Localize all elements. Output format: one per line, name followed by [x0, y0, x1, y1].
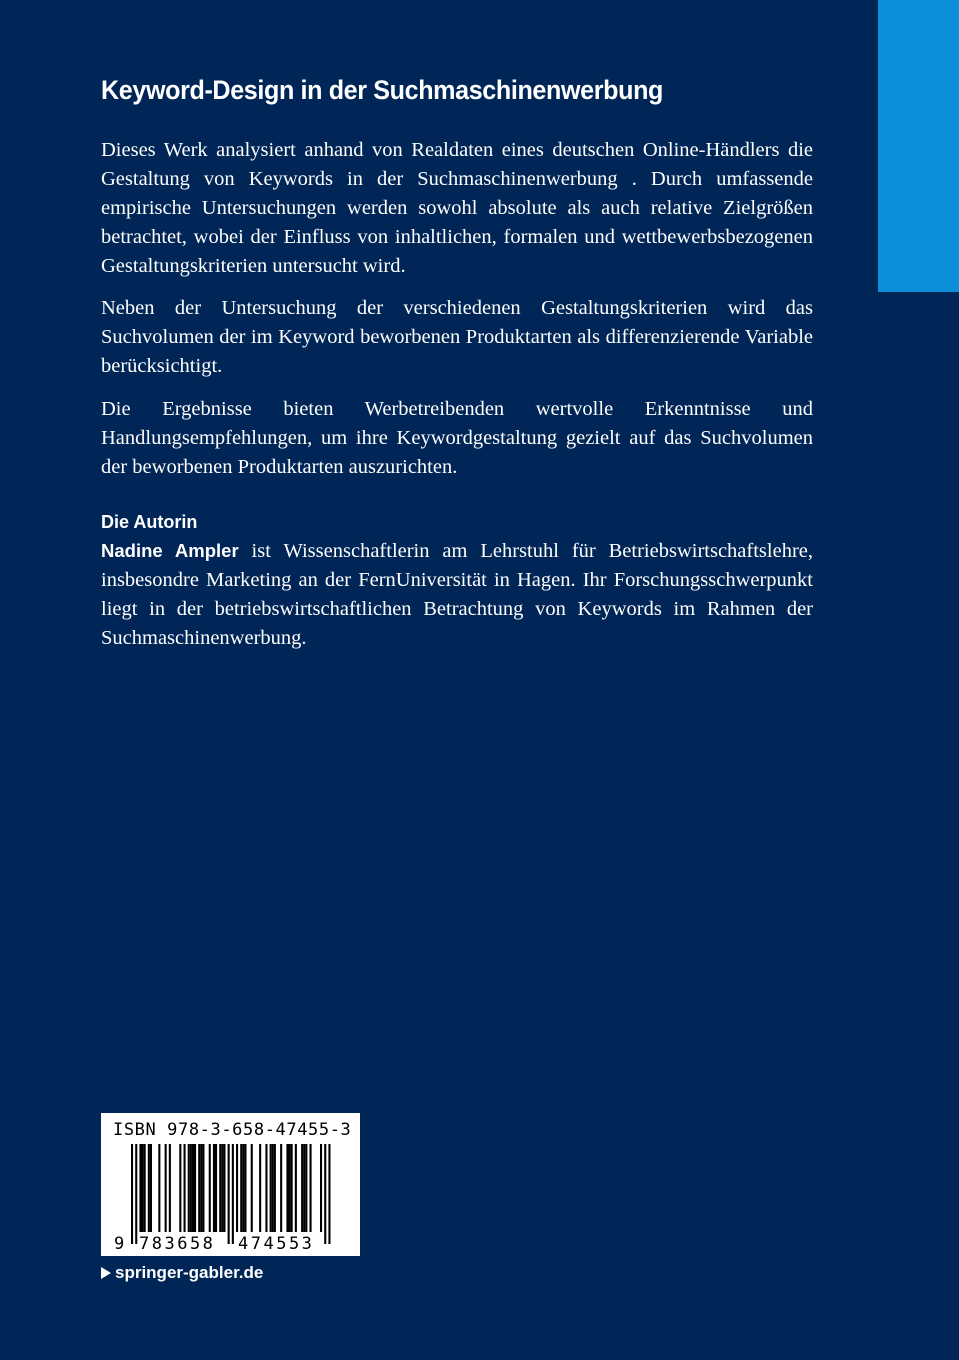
arrow-right-icon — [101, 1267, 111, 1279]
barcode-bar — [202, 1144, 204, 1232]
isbn-label: ISBN 978-3-658-47455-3 — [113, 1120, 352, 1140]
barcode-bar — [135, 1144, 137, 1244]
barcode-bar — [192, 1144, 194, 1232]
publisher-link-text: springer-gabler.de — [115, 1263, 264, 1282]
barcode-digit-lead: 9 — [114, 1234, 125, 1254]
author-heading: Die Autorin — [101, 512, 198, 532]
barcode-bar — [148, 1144, 150, 1232]
barcode-bar — [219, 1144, 221, 1232]
description-paragraph-3: Die Ergebnisse bieten Werbetreibenden wertvolle Erkenntnisse und Handlungsempfehlungen, um ihre Keywordgestaltung gezielt auf das Suchvolumen der beworbenen Produktarten auszurichten. — [101, 398, 813, 478]
barcode-bar — [289, 1144, 291, 1232]
barcode-bar — [320, 1144, 322, 1232]
barcode-bar — [215, 1144, 217, 1232]
barcode-bar — [131, 1144, 133, 1244]
barcode-bar — [328, 1144, 330, 1244]
author-bio — [101, 536, 813, 653]
barcode-bar — [286, 1144, 288, 1232]
barcode-bar — [270, 1144, 272, 1232]
barcode-bar — [272, 1144, 274, 1232]
barcode-bar — [310, 1144, 312, 1232]
barcode-bar — [190, 1144, 192, 1232]
barcode-bar — [150, 1144, 152, 1232]
barcode-bar — [184, 1144, 186, 1232]
barcode-bar — [142, 1144, 144, 1232]
barcode-bar — [236, 1144, 238, 1232]
publisher-link[interactable] — [101, 1262, 263, 1284]
barcode — [101, 1113, 360, 1256]
author-name: Nadine Ampler — [101, 540, 239, 561]
barcode-bar — [301, 1144, 303, 1232]
barcode-bar — [158, 1144, 160, 1232]
author-bio-text: ist Wissenschaftlerin am Lehrstuhl für Betriebswirtschaftslehre, insbesondre Marketing an der FernUniversität in Hagen. Ihr Forschungsschwerpunkt liegt in der betriebswirtschaftlichen Betrachtung von Keywords im Rahmen der Suchmaschinenwerbung. — [101, 540, 813, 649]
barcode-bar — [274, 1144, 276, 1232]
barcode-bar — [228, 1144, 230, 1244]
description-paragraph-1: Dieses Werk analysiert anhand von Realdaten eines deutschen Online-Händlers die Gestaltung von Keywords in der Suchmaschinenwerbung . Durch umfassende empirische Untersuchungen werden sowohl absolute als auch relative Zielgrößen betrachtet, wobei der Einfluss von inhaltlichen, formalen und wettbewerbsbezogenen Gestaltungskriterien untersucht wird. — [101, 139, 813, 277]
barcode-bar — [179, 1144, 181, 1232]
barcode-bar — [213, 1144, 215, 1232]
barcode-bar — [232, 1144, 234, 1244]
barcode-bar — [139, 1144, 141, 1232]
barcode-bar — [200, 1144, 202, 1232]
barcode-bar — [144, 1144, 146, 1232]
barcode-bar — [251, 1144, 253, 1232]
barcode-bar — [244, 1144, 246, 1232]
barcode-digits-right: 474553 — [238, 1234, 315, 1254]
barcode-bar — [242, 1144, 244, 1232]
barcode-bar — [291, 1144, 293, 1232]
barcode-bar — [280, 1144, 282, 1232]
barcode-bar — [303, 1144, 305, 1232]
barcode-bar — [259, 1144, 261, 1232]
barcode-bar — [188, 1144, 190, 1232]
barcode-bar — [305, 1144, 307, 1232]
barcode-bar — [209, 1144, 211, 1232]
barcode-box — [101, 1113, 360, 1256]
barcode-bar — [198, 1144, 200, 1232]
book-title: Keyword-Design in der Suchmaschinenwerbung — [101, 75, 664, 105]
barcode-bar — [240, 1144, 242, 1232]
description-paragraph-2: Neben der Untersuchung der verschiedenen Gestaltungskriterien wird das Suchvolumen der im Keyword beworbenen Produktarten als differenzierende Variable berücksichtigt. — [101, 297, 813, 377]
barcode-bar — [223, 1144, 225, 1232]
barcode-bar — [169, 1144, 171, 1232]
barcode-bar — [324, 1144, 326, 1244]
barcode-bar — [165, 1144, 167, 1232]
barcode-bar — [194, 1144, 196, 1232]
accent-bar — [878, 0, 959, 292]
barcode-bar — [265, 1144, 267, 1232]
barcode-digits-left: 783658 — [139, 1234, 216, 1254]
barcode-bar — [221, 1144, 223, 1232]
barcode-bar — [295, 1144, 297, 1232]
